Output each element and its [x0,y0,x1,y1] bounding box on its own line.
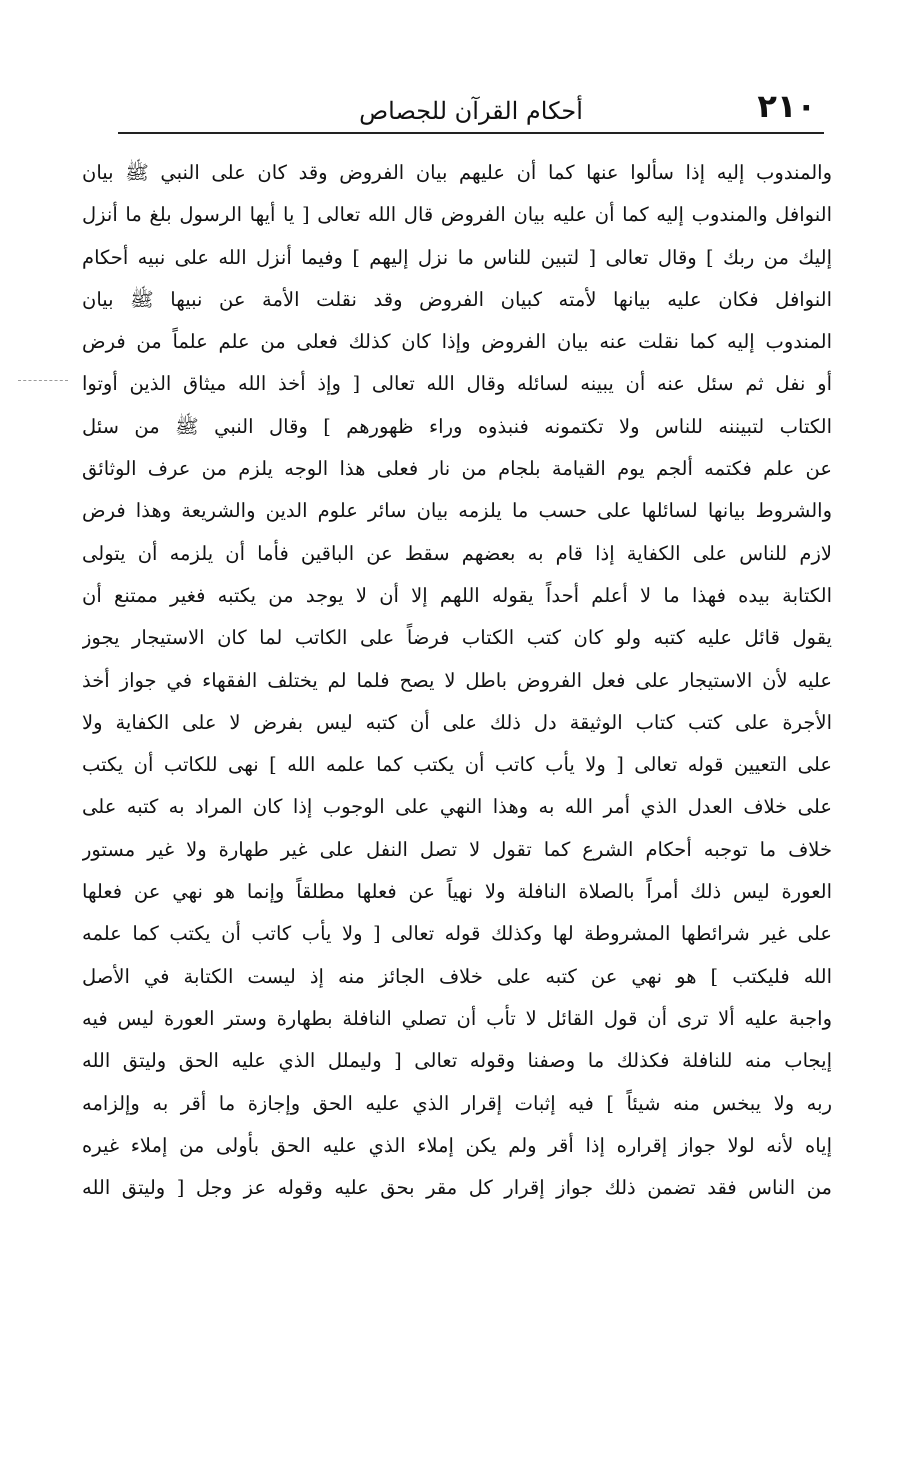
margin-mark [18,380,68,381]
text-line: إيجاب منه للنافلة فكذلك ما وصفنا وقوله تعالى [ وليملل الذي عليه الحق وليتق الله [82,1049,832,1073]
text-line: والمندوب إليه إذا سألوا عنها كما أن عليهم بيان الفروض وقد كان على النبي ﷺ بيان [82,161,832,184]
text-line: النوافل فكان عليه بيانها لأمته كبيان الفروض وقد نقلت الأمة عن نبيها ﷺ بيان [82,287,832,311]
text-line: الله فليكتب ] هو نهي عن كتبه على خلاف الجائز منه إذ ليست الكتابة في الأصل [82,964,832,988]
text-line: إليك من ربك ] وقال تعالى [ لتبين للناس ما نزل إليهم ] وفيما أنزل الله على نبيه أحكام [82,245,832,269]
page-header [118,80,824,130]
text-line: من الناس فقد تضمن ذلك جواز إقرار كل مقر بحق عليه وقوله عز وجل [ وليتق الله [82,1176,832,1200]
text-line: العورة ليس ذلك أمراً بالصلاة النافلة ولا نهياً عن فعلها مطلقاً وإنما هو نهي عن فعلها [82,880,832,904]
header-rule [118,132,824,134]
text-line: ربه ولا يبخس منه شيئاً ] فيه إثبات إقرار الذي عليه الحق وإجازة ما أقر به وإلزامه [82,1091,832,1115]
text-line: يقول قائل عليه كتبه ولو كان كتب الكتاب فرضاً على الكاتب لما كان الاستيجار يجوز [82,626,832,650]
text-line: عليه لأن الاستيجار على فعل الفروض باطل لا يصح فلما لم يختلف الفقهاء في جواز أخذ [82,668,832,692]
text-line: أو نفل ثم سئل عنه أن يبينه لسائله وقال الله تعالى [ وإذ أخذ الله ميثاق الذين أوتوا [82,372,832,396]
text-line: لازم للناس على الكفاية إذا قام به بعضهم سقط عن الباقين فأما أن يلزمه أن يتولى [82,541,832,565]
text-line: الكتابة بيده فهذا ما لا أعلم أحداً يقوله اللهم إلا أن لا يوجد من يكتبه فغير ممتنع أن [82,583,832,607]
text-line: خلاف ما توجبه أحكام الشرع كما تقول لا تصل النفل على غير طهارة ولا غير مستور [82,837,832,861]
text-line: النوافل والمندوب إليه كما أن عليه بيان الفروض قال الله تعالى [ يا أيها الرسول بلغ ما أنزل [82,203,832,227]
text-line: واجبة عليه ألا ترى أن قول القائل لا تأب أن تصلي النافلة بطهارة وستر العورة ليس فيه [82,1006,832,1030]
text-line: على التعيين قوله تعالى [ ولا يأب كاتب أن يكتب كما علمه الله ] نهى للكاتب أن يكتب [82,753,832,777]
running-title: أحكام القرآن للجصاص [359,97,583,125]
body-text [82,152,832,1209]
text-line: على غير شرائطها المشروطة لها وكذلك قوله تعالى [ ولا يأب كاتب أن يكتب كما علمه [82,922,832,946]
text-line: المندوب إليه كما نقلت عنه بيان الفروض وإذا كان كذلك فعلى من علم علماً من فرض [82,330,832,354]
page-number: ٢١٠ [757,87,816,125]
text-line: عن علم فكتمه ألجم يوم القيامة بلجام من نار فعلى هذا الوجه يلزم من عرف الوثائق [82,457,832,481]
text-line: الكتاب لتبيننه للناس ولا تكتمونه فنبذوه وراء ظهورهم ] وقال النبي ﷺ من سئل [82,414,832,438]
text-line: على خلاف العدل الذي أمر الله به وهذا النهي على الوجوب إذا كان المراد به كتبه على [82,795,832,819]
text-line: والشروط بيانها لسائلها على حسب ما يلزمه بيان سائر علوم الدين والشريعة وهذا فرض [82,499,832,523]
text-line: الأجرة على كتب كتاب الوثيقة دل ذلك على أن كتبه ليس بفرض لا على الكفاية ولا [82,710,832,734]
text-line: إياه لأنه لولا جواز إقراره إذا أقر ولم يكن إملاء الذي عليه الحق بأولى من إملاء غيره [82,1133,832,1157]
